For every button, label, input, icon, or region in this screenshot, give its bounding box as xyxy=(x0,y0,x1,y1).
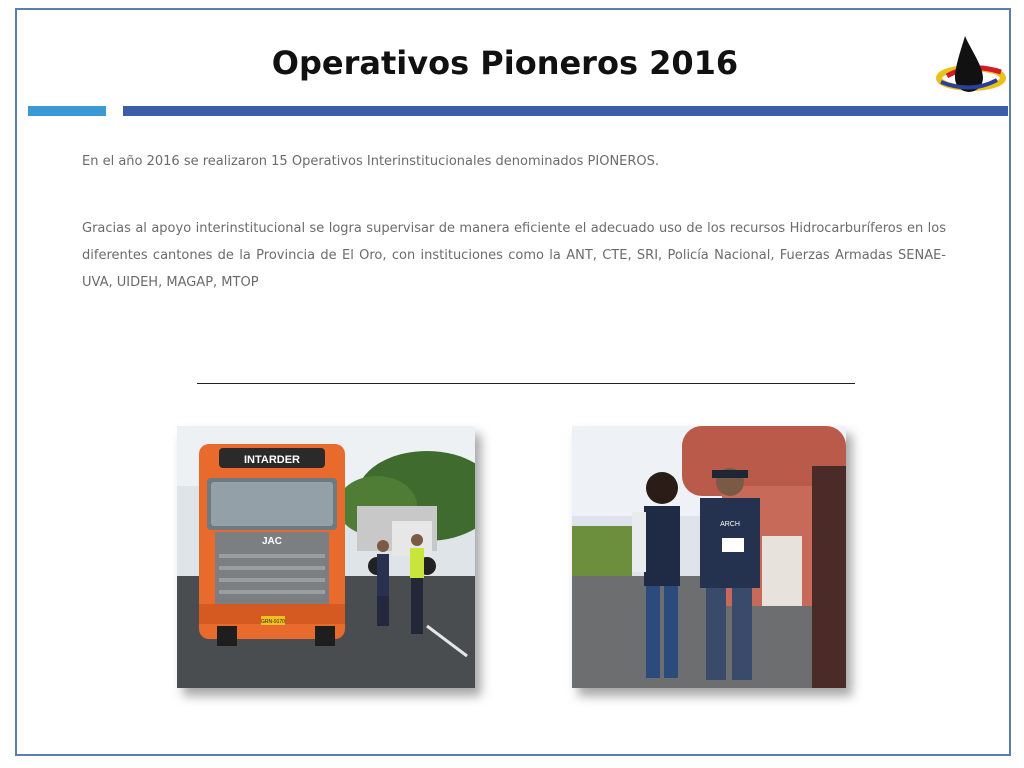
vest-text: ARCH xyxy=(720,521,740,528)
divider-line xyxy=(197,383,855,384)
truck-inspection-photo xyxy=(177,426,475,688)
document-check-photo xyxy=(572,426,846,688)
oil-drop-logo-icon xyxy=(935,32,1007,98)
institutions-paragraph: Gracias al apoyo interinstitucional se logra supervisar de manera eficiente el adecuado uso de los recursos Hidrocarburíferos en los diferentes cantones de la Provincia de El Oro, con instituciones como la ANT, CTE, SRI, Policía Nacional, Fuerzas Armadas SENAE-UVA, UIDEH, MAGAP, MTOP xyxy=(82,221,946,290)
header-accent-bar-left xyxy=(28,106,106,116)
slide-frame xyxy=(15,8,1011,756)
intro-paragraph: En el año 2016 se realizaron 15 Operativos Interinstitucionales denominados PIONEROS. xyxy=(82,154,660,169)
header-accent-bar-right xyxy=(123,106,1008,116)
truck-brand-text: JAC xyxy=(261,536,283,547)
truck-plate-text: GRN-9170 xyxy=(261,619,285,625)
slide-title: Operativos Pioneros 2016 xyxy=(271,44,739,82)
truck-header-text: INTARDER xyxy=(243,454,301,466)
